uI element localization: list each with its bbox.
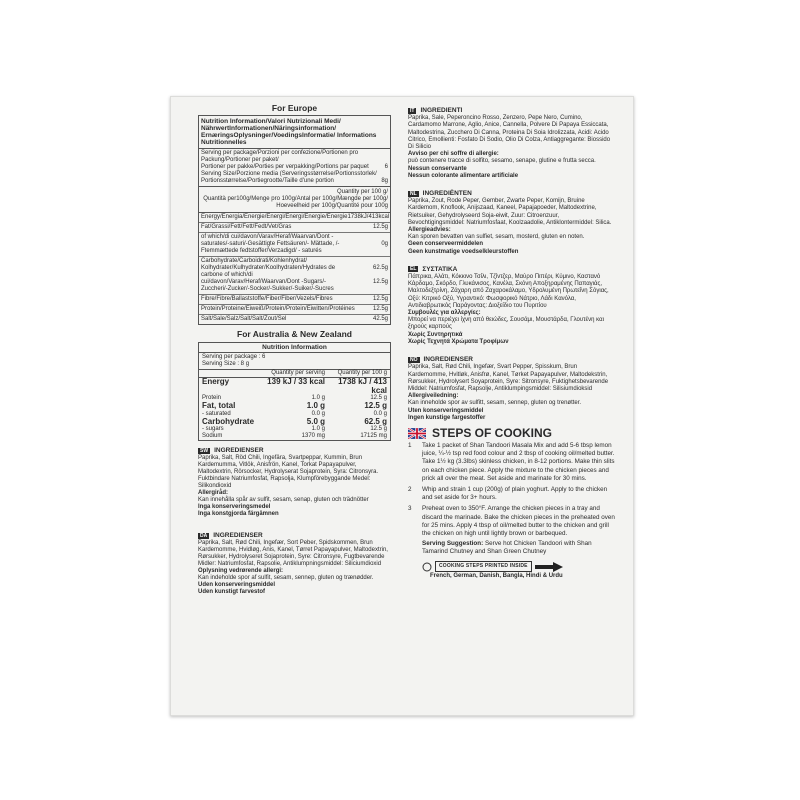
serving-line: Serving Size/Porzione media (Serveringsstørrelse/Portionsstorlek/ <box>201 171 377 177</box>
claim-line: Χωρίς Συντηρητικά <box>408 331 463 338</box>
language-tag: SW <box>200 447 209 454</box>
serving-line: Portionsstørrelse/Portiegrootte/Taille d'une portion 8g <box>201 178 388 184</box>
language-tag: DA <box>200 532 208 539</box>
claim-line: Geen kunstmatige voedselkleurstoffen <box>408 248 519 255</box>
lang-head: NL INGREDIËNTEN <box>410 190 472 198</box>
arrow-right-icon <box>535 562 563 572</box>
allergy-text: Μπορεί να περιέχει ίχνη από θειώδες, Σουσάμι, Μουστάρδα, Γλουτένη και ξηρούς καρπούς <box>408 317 604 331</box>
nutrition-row: of which/di cui/davon/Varav/Heraf/Waarvan/Dont -saturates/-saturi/-Gesättigte Fettsäuren/- Mättade, /-Ftemmættede fedtstoffer/Verzadigd/ - saturés 0g <box>199 233 390 257</box>
australia-row: Carbohydrate 5.0 g 62.5 g <box>202 416 387 426</box>
package-back-panel <box>170 96 634 716</box>
nutrition-row: Protein/Proteine/Eiweiß/Protein/Protein/Eiwitten/Protéines 12.5g <box>199 305 390 315</box>
ingredients-el <box>408 266 616 346</box>
pot-icon <box>422 562 432 572</box>
europe-nutrition-table <box>198 115 391 325</box>
serving-suggestion: Serving Suggestion: Serve hot Chicken Tandoori with Shan Tamarind Chutney and Shan Green Chutney <box>422 540 592 556</box>
claim-line: Nessun conservante <box>408 165 467 172</box>
europe-serving-block <box>199 149 390 187</box>
allergy-heading: Allergiveiledning: <box>408 393 459 400</box>
right-column <box>408 107 616 581</box>
claim-line: Nessun colorante alimentare artificiale <box>408 172 519 179</box>
languages-line: French, German, Danish, Bangla, Hindi & Urdu <box>430 573 563 580</box>
cooking-steps-inside-banner <box>422 561 616 572</box>
australia-row: Energy 139 kJ / 33 kcal 1738 kJ / 413 kcal <box>202 377 387 395</box>
lang-head: DA INGREDIENSER <box>200 532 263 539</box>
serving-line: Serving per package/Porzioni per confezione/Portionen pro Packung/Portioner per paket/ <box>201 150 359 163</box>
allergy-text: Kan sporen bevatten van sulfiet, sesam, mosterd, gluten en noten. <box>408 234 585 241</box>
ingredient-text: Paprika, Sale, Peperoncino Rosso, Zenzero, Pepe Nero, Cumino, Cardamomo Marrone, Aglio, Anice, Cannella, Polvere Di Papaya Essiccata, Maltodestrina, Zucchero Di Canna, Proteina Di Soia Idrolizzata, Acidi: Acido Citrico, Emollienti: Fosfato Di Sodio, Olio Di Colza, Antiaggregante: Biossido Di Silicio <box>408 115 611 151</box>
nutrition-row: Salt/Sale/Salz/Salt/Salt/Zout/Sel 42.5g <box>201 316 388 322</box>
ingredient-text: Πάπρικα, Αλάτι, Κόκκινο Τσίλι, Τζίντζερ, Μαύρο Πιπέρι, Κύμινο, Καστανό Κάρδαμο, Σκόρδο, Γλυκάνισος, Κανέλα, Σκόνη Αποξηραμένης Παπαγιάς, Μαλτοδεξτρίνη, Ζάχαρη από Ζαχαροκάλαμο, Υδρολυμένη Πρωτεΐνη Σόγιας, Οξύ: Κιτρικό Οξύ, Υγραντικό: Φωσφορικό Νάτριο, Λάδι Κανόλα, Αντιδιαβρωτικός Παράγοντας: Διοξείδιο του Πυριτίου <box>408 274 609 309</box>
europe-title: For Europe <box>271 103 318 113</box>
nutrition-row: Fibre/Fibre/Ballaststoffe/Fiber/Fiber/Vezels/Fibres 12.5g <box>199 295 390 305</box>
australia-nutrition-header: Nutrition Information <box>199 343 390 353</box>
australia-row: Protein 1.0 g 12.5 g <box>202 395 387 401</box>
allergy-heading: Allergieadvies: <box>408 227 451 234</box>
steps-header <box>408 425 616 440</box>
allergy-text: Kan inneholde spor av sulfitt, sesam, sennep, gluten og trenøtter. <box>408 400 582 407</box>
cooking-step: 2 Whip and strain 1 cup (200g) of plain yoghurt. Apply to the chicken and set aside for 3+ hours. <box>408 485 608 502</box>
claim-line: Geen conserveermiddelen <box>408 241 484 248</box>
australia-row: Sodium 1370 mg 17125 mg <box>202 433 387 439</box>
cooking-step: 3 Preheat oven to 350°F. Arrange the chicken pieces in a tray and discard the marinade. Bake the chicken pieces in the preheated oven for 25 mins. Apply 4 tbsp of oil/melted butter to the chicken and grill the chicken on high until lightly brown or barbequed. <box>408 505 615 537</box>
ingredients-no <box>408 356 616 422</box>
ingredient-text: Paprika, Salt, Rød Chili, Ingefær, Sort Peber, Spidskommen, Brun Kardemomme, Hvidløg, Anis, Kanel, Tørret Papayapulver, Maltodextrin, Rørsukker, Hydrolyseret Sojaprotein, Syre: Citronsyre, Fugtbevarende Midler: Natriumfosfat, Rapsolie, Antiklumpningsmiddel: Siliciumdioxid <box>198 540 388 567</box>
australia-nutrition-table <box>198 342 391 441</box>
europe-nutrition-header: Nutrition Information/Valori Nutrizionali Medi/ NährwertInformationen/Näringsinformation/ ErnæringsOplysninger/VoedingsInformatie/ Informations Nutritionnelles <box>199 116 390 149</box>
claim-line: Inga konstgjorda färgämnen <box>198 511 279 517</box>
serving-line: Portioner per pakke/Porties per verpakking/Portions par paquet 6 <box>201 164 388 170</box>
allergy-heading: Avviso per chi soffre di allergie: <box>408 151 499 158</box>
ingredient-text: Paprika, Zout, Rode Peper, Gember, Zwarte Peper, Komijn, Bruine Kardemom, Knoflook, Anijszaad, Kaneel, Papajapoeder, Maltodextrine, Rietsuiker, Gehydrolyseerd Soja-eiwit, Zuur: Citroenzuur, Bevochtigingsmiddel: Natriumfosfaat, Koolzaadolie, Antiklontermiddel: Silica. <box>408 198 612 226</box>
language-tag: EL <box>410 266 417 273</box>
nutrition-row: Fat/Grassi/Fett/Fett/Fedt/Vet/Gras 12.5g <box>199 223 390 233</box>
nutrition-row: Energy/Energia/Energie/Energi/Energi/Energie/Energie 1738kJ/413kcal <box>199 213 390 223</box>
lang-head: SW INGREDIENSER <box>200 447 264 454</box>
ingredients-nl <box>408 190 616 256</box>
arrow-label: COOKING STEPS PRINTED INSIDE <box>435 561 532 572</box>
allergy-text: può contenere tracce di solfito, sesamo, senape, glutine e frutta secca. <box>408 158 596 165</box>
steps-title: STEPS OF COOKING <box>432 425 553 440</box>
australia-title: For Australia & New Zealand <box>237 329 352 339</box>
australia-row: - saturated 0.0 g 0.0 g <box>202 410 387 417</box>
ingredients-sw <box>198 447 391 518</box>
claim-line: Uden kunstigt farvestof <box>198 589 266 595</box>
australia-row: - sugars 1.0 g 12.5 g <box>202 426 387 432</box>
australia-row: Fat, total 1.0 g 12.5 g <box>202 401 387 410</box>
allergy-text: Kan indeholde spor af sulfit, sesam, sennep, gluten og trænødder. <box>198 575 374 581</box>
claim-line: Χωρίς Τεχνητά Χρώματα Τροφίμων <box>408 338 509 345</box>
uk-flag-icon <box>408 428 426 439</box>
lang-head: EL ΣΥΣΤΑΤΙΚΑ <box>410 265 458 273</box>
allergy-heading: Συμβουλές για αλλεργίες: <box>408 310 481 317</box>
ingredients-da <box>198 532 391 596</box>
claim-line: Ingen kunstige fargestoffer <box>408 414 486 421</box>
claim-line: Inga konserveringsmedel <box>198 504 271 510</box>
lang-head: NO INGREDIENSER <box>410 356 473 364</box>
allergy-heading: Allergiråd: <box>198 490 229 496</box>
europe-quantity-header: Quantity per 100 g/ Quantità per100g/Menge pro 100g/Antal per 100g/Mængde per 100g/ Hoeveelheid per 100g/Quantité pour 100g <box>199 187 390 213</box>
allergy-heading: Oplysning vedrørende allergi: <box>198 568 284 574</box>
claim-line: Uten konserveringsmiddel <box>408 407 484 414</box>
australia-col-header: Quantity per serving Quantity per 100 g <box>199 369 390 378</box>
nutrition-row: Carbohydrate/Carboidrati/Kohlenhydrat/ Kolhydrater/Kulhydrater/Koolhydraten/Hydrates de carbone of which/di cui/davon/Varav/Heraf/Waarvan/Dont -Sugars/-Zuccheri/-Zucker/-Socker/-Sukker/-Suiker/-Sucres 62.5g 12.5g <box>199 257 390 295</box>
language-tag: IT <box>410 107 415 114</box>
ingredient-text: Paprika, Salt, Röd Chili, Ingefära, Svartpeppar, Kummin, Brun Kardemumma, Vitlök, Anisfrön, Kanel, Torkat Papayapulver, Maltodextrin, Rörsocker, Hydrolyserat Sojaprotein, Syra: Citronsyra. Fuktbindare Natriumfosfat, Rapsolja, Klumpförebyggande Medel: Silikondioxid <box>198 455 379 489</box>
ingredients-it <box>408 107 616 180</box>
australia-serving: Serving per package : 6 Serving Size : 8 g <box>202 354 266 367</box>
language-tag: NL <box>410 190 417 197</box>
allergy-text: Kan innehålla spår av sulfit, sesam, senap, gluten och trädnötter <box>198 497 369 503</box>
cooking-step: 1 Take 1 packet of Shan Tandoori Masala Mix and add 5-6 tbsp lemon juice, ¼-½ tsp red food colour and 2 tbsp of cooking oil/melted butter. Take 1½ kg (3.3lbs) skinless chicken, in 8-12 portions. Make thin slits on each chicken piece. Apply the mixture to the chicken pieces and prick all over the meat. Set aside and marinate for 30 mins. <box>408 441 615 482</box>
claim-line: Uden konserveringsmiddel <box>198 582 276 588</box>
lang-head: IT INGREDIENTI <box>410 107 463 114</box>
left-column <box>198 103 391 596</box>
ingredient-text: Paprika, Salt, Rød Chili, Ingefær, Svart Pepper, Spisskum, Brun Kardemomme, Hvitløk, Anisfrø, Kanel, Tørket Papayapulver, Maltodekstrin, Rørsukker, Hydrolysert Soyaprotein, Syre: Sitronsyre, Fuktighetsbevarende Middel: Natriumfosfat, Rapsolje, Antiklumpingsmiddel: Silisiumdioksid <box>408 364 609 392</box>
language-tag: NO <box>410 356 418 363</box>
